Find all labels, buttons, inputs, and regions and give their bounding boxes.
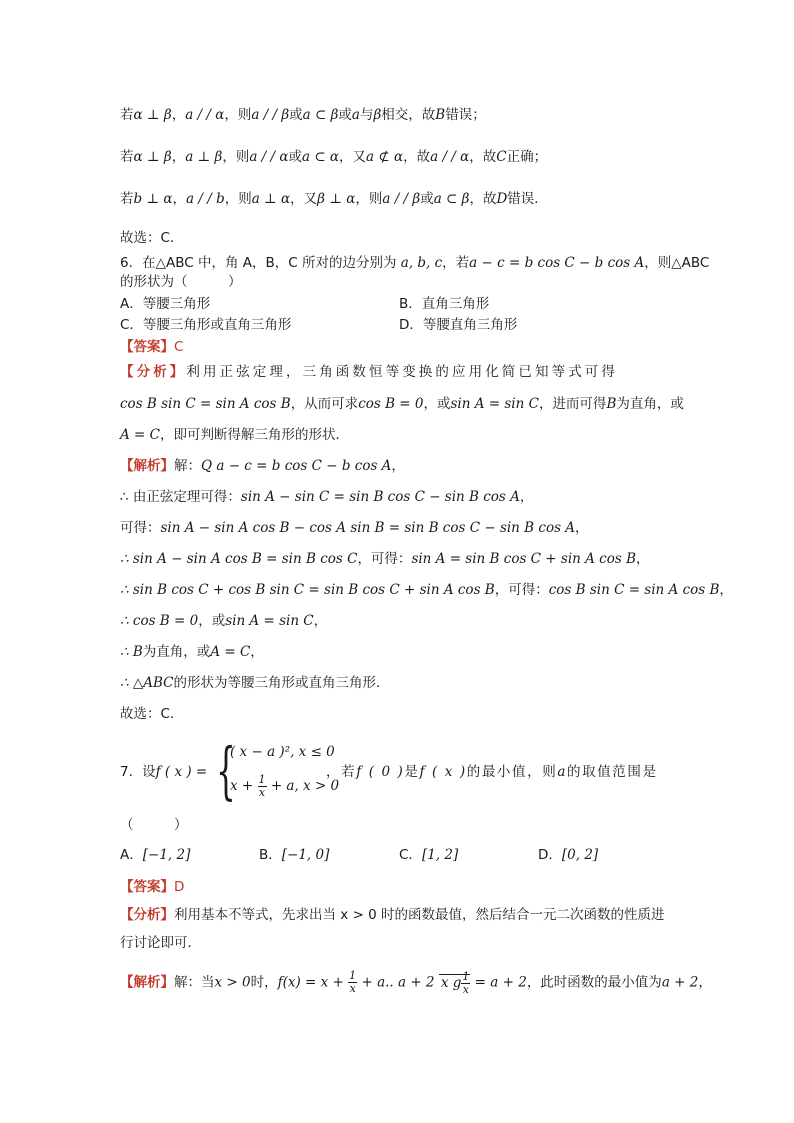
solution-line <box>120 643 264 661</box>
solution-tag: 【解析】 <box>120 974 174 991</box>
text-segment: ， <box>636 551 650 567</box>
math-expression: + a, x > 0 <box>270 778 340 794</box>
answer-line <box>120 878 184 896</box>
math-expression: a ⊥ β <box>185 149 223 165</box>
text-segment: ，故 <box>469 191 497 207</box>
math-expression: cos B sin C = sin A cos B <box>120 396 291 412</box>
option-d <box>538 846 598 864</box>
text-segment: ，故 <box>469 149 497 165</box>
text-line <box>120 190 548 208</box>
math-expression: a / / b <box>186 191 225 207</box>
text-segment: ，则 <box>224 191 252 207</box>
solution-line <box>120 674 390 692</box>
text-segment: ， <box>698 974 712 991</box>
case-2 <box>230 774 339 799</box>
math-expression: = a + 2 <box>474 974 527 991</box>
solution-line <box>120 612 327 630</box>
math-expression: ∴ B <box>120 644 143 660</box>
math-expression: [−1, 0] <box>281 847 330 863</box>
math-expression: a / / β <box>251 107 290 123</box>
text-segment: 的取值范围是 <box>567 764 658 780</box>
math-expression: [1, 2] <box>421 847 459 863</box>
option-a: A．等腰三角形 <box>120 296 211 312</box>
option-b <box>259 846 329 864</box>
text-segment: ， <box>171 149 186 165</box>
square-root <box>439 969 471 996</box>
text-segment: ，则 <box>224 107 252 123</box>
math-expression: A = C <box>120 427 160 443</box>
text-segment: ，可得： <box>494 582 549 598</box>
text-segment: 或 <box>288 149 302 165</box>
math-expression: Q a − c = b cos C − b cos A <box>201 458 392 474</box>
math-expression: B <box>606 396 617 412</box>
text-segment: ，或 <box>423 396 451 412</box>
math-expression: ∴ cos B = 0 <box>120 613 199 629</box>
math-expression: a / / α <box>249 149 289 165</box>
fraction-denominator: x <box>462 982 469 996</box>
math-expression: a + 2 <box>661 974 699 991</box>
math-expression: f ( x ) = <box>155 764 208 780</box>
text-segment: 若 <box>120 191 134 207</box>
math-expression: a ⊄ α <box>366 149 404 165</box>
math-expression: β ⊥ α <box>317 191 356 207</box>
text-segment: 6．在△ABC 中，角 A，B，C 所对的边分别为 <box>120 255 397 271</box>
text-segment: 若 <box>120 149 134 165</box>
analysis-tag: 【分析】 <box>120 907 174 923</box>
math-expression: f ( 0 ) <box>356 764 405 780</box>
text-segment: ， <box>313 613 328 629</box>
math-expression: x > 0 <box>214 974 251 991</box>
analysis-line <box>120 395 684 413</box>
math-expression: sin A = sin C <box>225 613 314 629</box>
solution-line <box>120 519 589 537</box>
text-segment: ，进而可得 <box>538 396 607 412</box>
math-expression: cos B sin C = sin A cos B <box>548 582 720 598</box>
analysis-line <box>120 426 349 444</box>
analysis-line <box>120 906 665 924</box>
math-expression: B <box>435 107 446 123</box>
answer-value: C <box>174 339 184 355</box>
text-segment: ，则△ABC <box>644 255 710 271</box>
text-segment: 错误； <box>445 107 486 123</box>
text-segment: ，此时函数的最小值为 <box>526 974 662 991</box>
text-segment: ，故 <box>403 149 431 165</box>
math-expression: a <box>557 764 567 780</box>
brace-icon: { <box>216 734 236 807</box>
solution-line <box>120 488 533 506</box>
text-segment: 的最小值，则 <box>466 764 558 780</box>
fraction <box>258 774 267 799</box>
question-6-stem-cont: 的形状为（ ） <box>120 274 242 290</box>
solution-tag: 【解析】 <box>120 458 174 474</box>
text-segment: ∴ 由正弦定理可得： <box>120 489 241 505</box>
math-expression: a − c = b cos C − b cos A <box>469 255 645 271</box>
math-expression: ∴ sin A − sin A cos B = sin B cos C <box>120 551 358 567</box>
math-expression: α ⊥ β <box>133 107 172 123</box>
math-expression: a ⊂ α <box>301 149 340 165</box>
option-label: D． <box>538 847 562 863</box>
text-segment: ，若 <box>326 764 357 780</box>
fraction-numerator: 1 <box>462 969 470 983</box>
text-segment: ，则 <box>222 149 250 165</box>
text-segment: ， <box>172 191 187 207</box>
text-segment: ，从而可求 <box>290 396 359 412</box>
fraction <box>461 971 470 996</box>
option-c: C．等腰三角形或直角三角形 <box>120 317 292 333</box>
text-segment: 利用正弦定理，三角函数恒等变换的应用化简已知等式可得 <box>186 364 619 380</box>
math-expression: ∴ sin B cos C + cos B sin C = sin B cos C + sin A cos B <box>120 582 495 598</box>
text-segment: ， <box>575 520 589 536</box>
analysis-line: 行讨论即可． <box>120 935 201 951</box>
text-segment: 正确； <box>506 149 548 165</box>
math-expression: b ⊥ α <box>133 191 173 207</box>
solution-line <box>120 457 405 475</box>
fraction-numerator: 1 <box>349 969 357 982</box>
text-segment: ， <box>719 582 733 598</box>
math-expression: C <box>496 149 507 165</box>
text-segment: 为直角，或 <box>142 644 211 660</box>
math-expression: cos B = 0 <box>358 396 424 412</box>
text-segment: ，又 <box>290 191 318 207</box>
text-segment: 7．设 <box>120 764 156 780</box>
math-expression: [0, 2] <box>561 847 599 863</box>
math-expression: A = C <box>210 644 251 660</box>
math-expression: x + <box>230 778 254 794</box>
text-segment: 的形状为等腰三角形或直角三角形． <box>173 675 390 691</box>
math-expression: a <box>351 107 360 123</box>
text-segment: 相交，故 <box>381 107 436 123</box>
question-7-stem <box>120 734 680 810</box>
math-expression: α ⊥ β <box>133 149 172 165</box>
math-expression: a ⊂ β <box>433 191 470 207</box>
question-7-paren: （ ） <box>120 817 188 833</box>
math-expression: f ( x ) <box>419 764 467 780</box>
math-expression: a / / β <box>382 191 421 207</box>
solution-line: 故选：C． <box>120 706 184 722</box>
text-segment: 解：当 <box>174 974 215 991</box>
answer-tag: 【答案】 <box>120 339 174 355</box>
option-label: B． <box>259 847 282 863</box>
text-line: 故选：C． <box>120 230 184 246</box>
text-segment: ，又 <box>339 149 367 165</box>
text-line <box>120 106 486 124</box>
math-expression: sin A = sin C <box>450 396 539 412</box>
fraction-numerator: 1 <box>258 773 266 786</box>
math-expression: a ⊥ α <box>251 191 291 207</box>
option-d: D．等腰直角三角形 <box>399 317 518 333</box>
text-segment: ， <box>391 458 405 474</box>
math-expression: D <box>496 191 508 207</box>
text-segment: 或 <box>289 107 303 123</box>
text-segment: ，可得： <box>357 551 412 567</box>
text-segment: 若 <box>120 107 134 123</box>
answer-tag: 【答案】 <box>120 879 174 895</box>
text-segment: ， <box>171 107 186 123</box>
math-expression: a / / α <box>430 149 470 165</box>
case-1: ( x − a )², x ≤ 0 <box>230 744 335 760</box>
text-line <box>326 763 658 781</box>
math-expression: x g <box>440 974 462 991</box>
solution-line <box>120 581 733 599</box>
math-expression: [−1, 2] <box>142 847 191 863</box>
text-segment: 或 <box>338 107 352 123</box>
text-segment: 可得： <box>120 520 161 536</box>
fraction-denominator: x <box>258 786 266 799</box>
math-expression: sin A = sin B cos C + sin A cos B <box>411 551 636 567</box>
fraction-denominator: x <box>349 982 356 995</box>
text-line <box>120 148 547 166</box>
math-expression: sin A − sin C = sin B cos C − sin B cos A <box>240 489 520 505</box>
analysis-tag: 【分析】 <box>120 364 187 380</box>
math-expression: sin A − sin A cos B − cos A sin B = sin B cos C − sin B cos A <box>160 520 576 536</box>
question-6-stem <box>120 254 709 272</box>
text-segment: 或 <box>420 191 434 207</box>
math-expression: a, b, c <box>396 255 443 271</box>
option-c <box>399 846 458 864</box>
math-expression: a ⊂ β <box>302 107 339 123</box>
text-segment: ， <box>250 644 264 660</box>
math-expression: a / / α <box>185 107 225 123</box>
text-line <box>120 763 207 781</box>
math-expression: β <box>373 107 382 123</box>
text-segment: ，若 <box>442 255 470 271</box>
solution-line <box>120 550 650 568</box>
option-label: C． <box>399 847 422 863</box>
math-expression: f(x) = x + <box>277 974 344 991</box>
answer-value: D <box>174 879 185 895</box>
text-segment: 错误． <box>507 191 548 207</box>
analysis-line <box>120 363 618 381</box>
answer-line <box>120 338 183 356</box>
math-expression: + a.. a + 2 <box>361 974 435 991</box>
text-segment: ，则 <box>355 191 383 207</box>
option-b: B．直角三角形 <box>399 296 490 312</box>
text-segment: 利用基本不等式，先求出当 x > 0 时的函数最值，然后结合一元二次函数的性质进 <box>174 907 665 923</box>
text-segment: ，或 <box>198 613 226 629</box>
text-segment: 是 <box>404 764 420 780</box>
text-segment: 解： <box>174 458 201 474</box>
text-segment: ， <box>519 489 534 505</box>
text-segment: 时， <box>250 974 278 991</box>
text-segment: ，即可判断得解三角形的形状． <box>159 427 349 443</box>
text-segment: 为直角，或 <box>616 396 684 412</box>
math-expression: ∴ △ABC <box>120 675 174 691</box>
text-segment: 与 <box>359 107 374 123</box>
fraction <box>348 970 357 995</box>
solution-line <box>120 970 712 996</box>
option-a <box>120 846 190 864</box>
option-label: A． <box>120 847 143 863</box>
